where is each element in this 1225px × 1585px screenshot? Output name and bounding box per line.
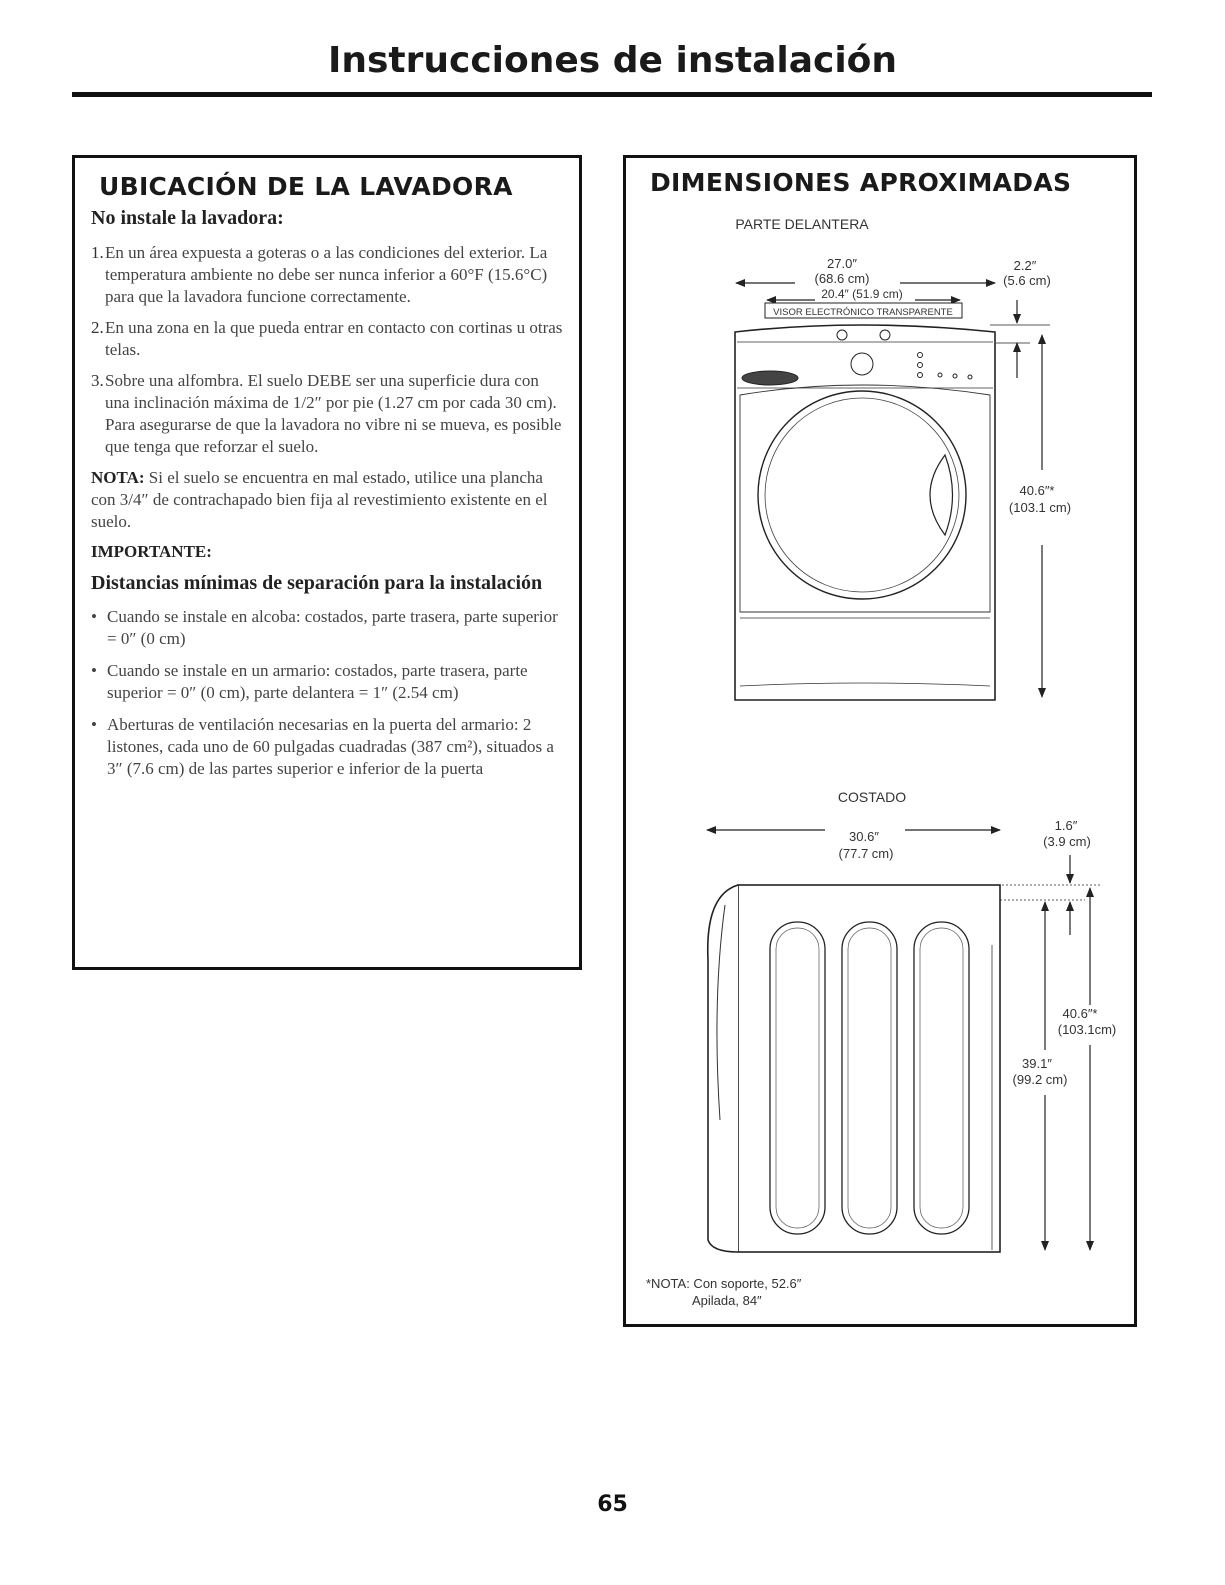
list-number: 1. <box>91 243 104 262</box>
panel-dim: 20.4″ (51.9 cm) <box>821 287 903 301</box>
front-height-in: 40.6″* <box>1019 483 1055 498</box>
button-dot <box>918 373 923 378</box>
front-height-cm: (103.1 cm) <box>1008 500 1072 515</box>
list-text: En una zona en la que pueda entrar en contacto con cortinas u otras telas. <box>105 318 563 359</box>
important-label: IMPORTANTE: <box>91 542 212 561</box>
button-dot <box>918 353 923 358</box>
control-knob <box>851 353 873 375</box>
body-height-cm: (99.2 cm) <box>1012 1072 1068 1087</box>
do-not-install-heading: No instale la lavadora: <box>91 207 284 229</box>
footnote-line2: Apilada, 84″ <box>692 1293 762 1308</box>
front-width-in: 27.0″ <box>827 256 857 271</box>
side-top-in: 1.6″ <box>1054 818 1078 833</box>
side-height-in: 40.6″* <box>1062 1006 1098 1021</box>
front-top-in: 2.2″ <box>1013 258 1037 273</box>
front-view-label: PARTE DELANTERA <box>735 216 869 232</box>
side-height-cm: (103.1cm) <box>1057 1022 1117 1037</box>
panel-label: VISOR ELECTRÓNICO TRANSPARENTE <box>773 307 953 318</box>
note-text: Si el suelo se encuentra en mal estado, utilice una plancha con 3/4″ de contrachapado bien fija al revestimiento existente en el suelo. <box>91 468 548 531</box>
bullet-text: Cuando se instale en alcoba: costados, parte trasera, parte superior = 0″ (0 cm) <box>107 607 558 648</box>
side-view-diagram <box>707 789 1116 1252</box>
page-title: Instrucciones de instalación <box>327 40 898 81</box>
bullet-text: Cuando se instale en un armario: costados, parte trasera, parte superior = 0″ (0 cm), parte delantera = 1″ (2.54 cm) <box>107 661 528 702</box>
list-number: 3. <box>91 371 104 390</box>
list-number: 2. <box>91 318 104 337</box>
note-label: NOTA: <box>91 468 145 487</box>
side-rib <box>770 922 825 1234</box>
front-view-diagram <box>735 216 1071 700</box>
side-top-cm: (3.9 cm) <box>1043 834 1091 849</box>
section-heading-dimensions: DIMENSIONES APROXIMADAS <box>650 168 1072 197</box>
button-dot <box>918 363 923 368</box>
indicator-light <box>880 330 890 340</box>
section-heading-location: UBICACIÓN DE LA LAVADORA <box>99 172 513 201</box>
bullet-icon: • <box>91 607 97 626</box>
side-view-label: COSTADO <box>837 789 907 805</box>
button-dot <box>953 374 957 378</box>
washer-front-profile <box>708 885 738 1252</box>
front-top-cm: (5.6 cm) <box>1003 273 1051 288</box>
side-depth-in: 30.6″ <box>849 829 879 844</box>
side-rib <box>914 922 969 1234</box>
button-dot <box>968 375 972 379</box>
detergent-drawer-handle <box>742 371 798 385</box>
list-text: En un área expuesta a goteras o a las condiciones del exterior. La temperatura ambiente no debe ser nunca inferior a 60°F (15.6°C) para que la lavadora funcione correctamente. <box>105 243 548 306</box>
side-depth-cm: (77.7 cm) <box>838 846 894 861</box>
distances-heading: Distancias mínimas de separación para la instalación <box>91 572 543 594</box>
bullet-icon: • <box>91 715 97 734</box>
list-text: Sobre una alfombra. El suelo DEBE ser una superficie dura con una inclinación máxima de 1/2″ por pie (1.27 cm por cada 30 cm). Para asegurarse de que la lavadora no vibre ni se mueva, es posible que tenga que reforzar el suelo. <box>105 371 562 456</box>
page-number: 65 <box>597 1492 628 1517</box>
footnote-line1: *NOTA: Con soporte, 52.6″ <box>646 1276 802 1291</box>
front-width-cm: (68.6 cm) <box>814 271 870 286</box>
body-height-in: 39.1″ <box>1022 1056 1052 1071</box>
side-rib <box>842 922 897 1234</box>
button-dot <box>938 373 942 377</box>
bullet-text: Aberturas de ventilación necesarias en la puerta del armario: 2 listones, cada uno de 60 pulgadas cuadradas (387 cm²), situados a 3″ (7.6 cm) de las partes superior e inferior de la puerta <box>107 715 554 778</box>
indicator-light <box>837 330 847 340</box>
bullet-icon: • <box>91 661 97 680</box>
